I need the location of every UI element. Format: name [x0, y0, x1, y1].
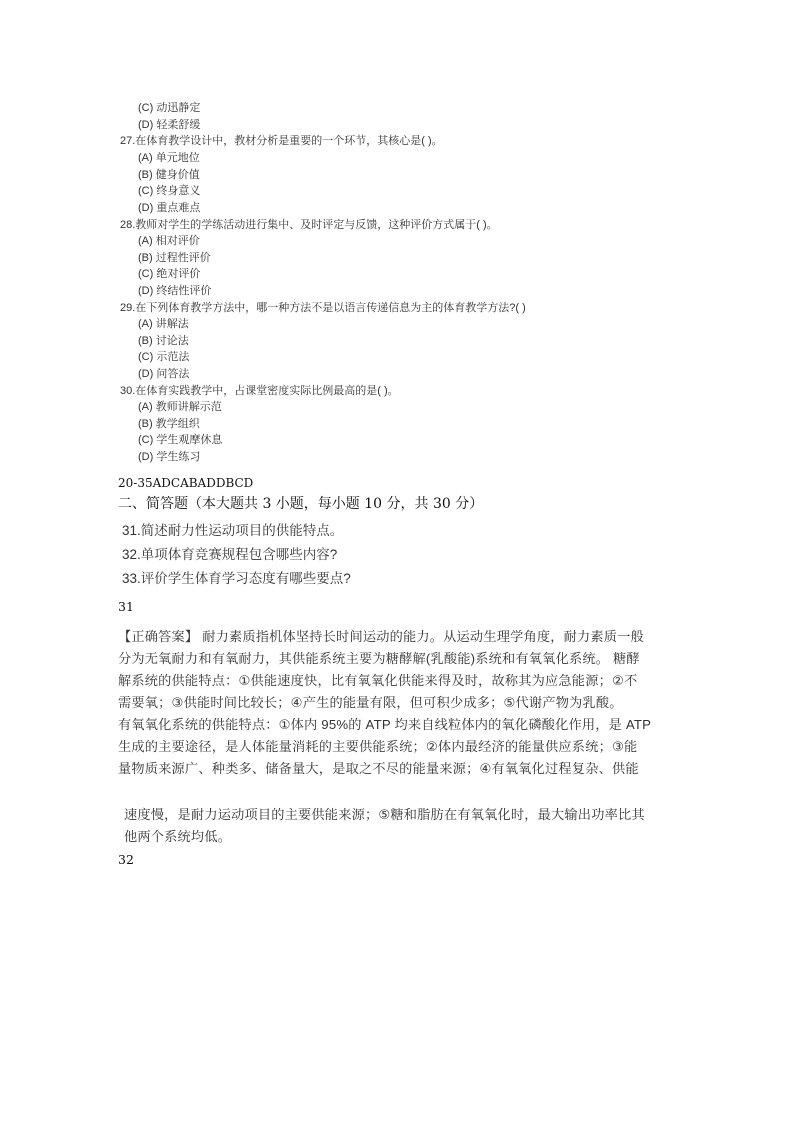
answer-line: 生成的主要途径，是人体能量消耗的主要供能系统；②体内最经济的能量供应系统；③能 [118, 739, 638, 754]
option: (C) 绝对评价 [138, 268, 201, 280]
option: (D) 学生练习 [138, 451, 201, 463]
option: (C) 学生观摩休息 [138, 434, 223, 446]
question-stem: 27.在体育教学设计中，教材分析是重要的一个环节，其核心是( )。 [120, 135, 443, 147]
option: (D) 轻柔舒缓 [138, 119, 201, 131]
option: (C) 动迅静定 [138, 102, 201, 114]
option: (B) 健身价值 [138, 169, 200, 181]
answer-line: 速度慢，是耐力运动项目的主要供能来源；⑤糖和脂肪在有氧氧化时，最大输出功率比其 [124, 807, 645, 822]
question-stem: 30.在体育实践教学中，占课堂密度实际比例最高的是( )。 [120, 385, 399, 397]
answer-number: 31 [118, 599, 134, 614]
option: (A) 教师讲解示范 [138, 401, 222, 413]
short-question: 33.评价学生体育学习态度有哪些要点? [122, 571, 351, 586]
option: (A) 相对评价 [138, 235, 200, 247]
short-question: 32.单项体育竞赛规程包含哪些内容? [122, 547, 338, 562]
answer-line: 分为无氧耐力和有氧耐力，其供能系统主要为糖酵解(乳酸能)系统和有氧氧化系统。 糖酵 [118, 651, 640, 666]
answer-line: 他两个系统均低。 [124, 829, 232, 844]
option: (A) 讲解法 [138, 318, 189, 330]
option: (A) 单元地位 [138, 152, 200, 164]
option: (D) 问答法 [138, 368, 190, 380]
answer-number: 32 [118, 852, 134, 867]
answer-line: 量物质来源广、种类多、储备量大，是取之不尽的能量来源；④有氧氧化过程复杂、供能 [118, 761, 639, 776]
option: (C) 示范法 [138, 351, 190, 363]
section-title: 二、简答题（本大题共 3 小题，每小题 10 分，共 30 分） [118, 496, 484, 512]
short-question: 31.简述耐力性运动项目的供能特点。 [122, 523, 344, 538]
answer-key: 20-35ADCABADDBCD [118, 476, 254, 490]
answer-line: 【正确答案】 耐力素质指机体坚持长时间运动的能力。从运动生理学角度，耐力素质一般 [118, 629, 644, 644]
question-stem: 29.在下列体育教学方法中，哪一种方法不是以语言传递信息为主的体育教学方法?( ) [120, 302, 526, 314]
option: (B) 过程性评价 [138, 252, 211, 264]
option: (C) 终身意义 [138, 185, 201, 197]
answer-line: 解系统的供能特点：①供能速度快，比有氧氧化供能来得及时，故称其为应急能源；②不 [118, 673, 638, 688]
option: (B) 教学组织 [138, 418, 200, 430]
option: (D) 终结性评价 [138, 285, 212, 297]
question-stem: 28.教师对学生的学练活动进行集中、及时评定与反馈，这种评价方式属于( )。 [120, 219, 498, 231]
option: (D) 重点难点 [138, 202, 201, 214]
option: (B) 讨论法 [138, 335, 189, 347]
answer-line: 有氧氧化系统的供能特点：①体内 95%的 ATP 均来自线粒体内的氧化磷酸化作用，是 ATP [118, 717, 652, 732]
answer-line: 需要氧；③供能时间比较长；④产生的能量有限，但可积少成多；⑤代谢产物为乳酸。 [118, 695, 623, 710]
